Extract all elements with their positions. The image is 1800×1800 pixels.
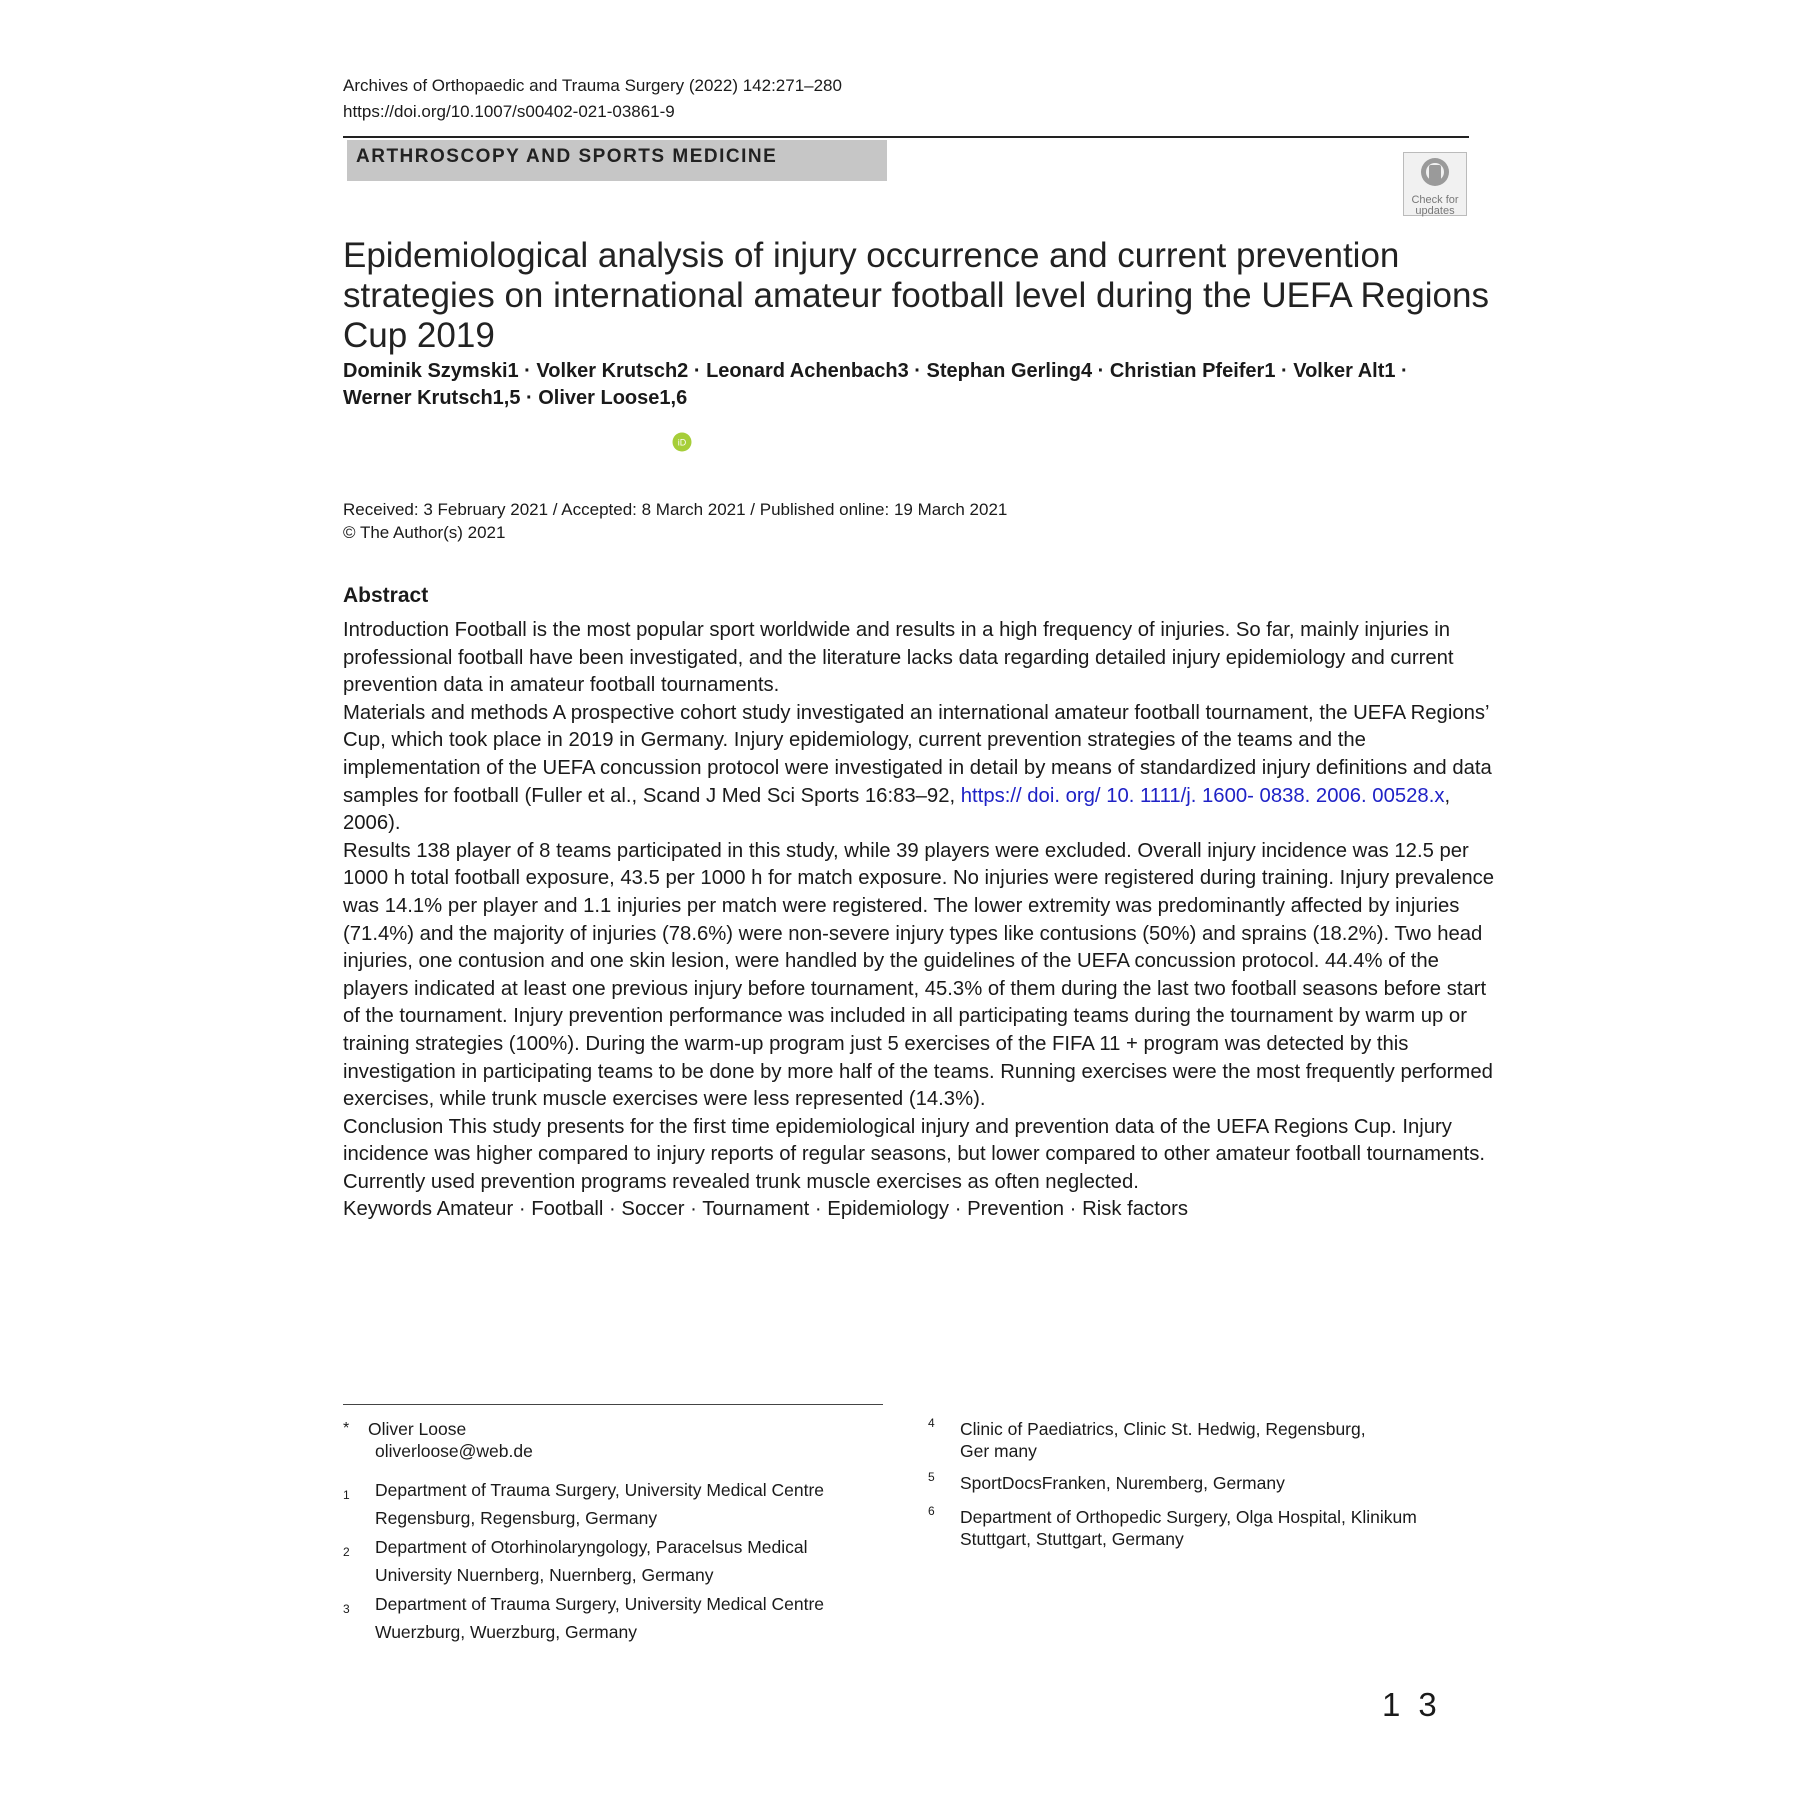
check-updates-icon: [1417, 156, 1453, 190]
affiliation-line: Department of Orthopedic Surgery, Olga Hospital, Klinikum: [960, 1507, 1417, 1527]
author-list: [343, 358, 1503, 412]
abstract-heading: Abstract: [343, 584, 429, 607]
methods-text: Materials and methods A prospective cohort study investigated an international amateur football tournament, the UEFA Regions’ Cup, which took place in 2019 in Germany. Injury epidemiology, current prevention strategies of the teams and the implementation of the UEFA concussion protocol were investigated in detail by means of standardized injury definitions and data samples for football (Fuller et al., Scand J Med Sci Sports 16:83–92,: [343, 701, 1492, 807]
page-number: 13: [1382, 1686, 1455, 1723]
svg-text:iD: iD: [677, 437, 687, 448]
affiliation-line: Stuttgart, Stuttgart, Germany: [960, 1529, 1184, 1549]
affiliation-line: Department of Otorhinolaryngology, Paracelsus Medical: [375, 1537, 808, 1557]
corresponding-email[interactable]: oliverloose@web.de: [375, 1441, 533, 1461]
affiliation-5: [928, 1472, 1448, 1494]
publication-dates: [343, 498, 1007, 544]
affiliation-line: Ger many: [960, 1441, 1037, 1461]
received-accepted-published: Received: 3 February 2021 / Accepted: 8 March 2021 / Published online: 19 March 2021: [343, 500, 1008, 519]
affiliation-line: Wuerzburg, Wuerzburg, Germany: [375, 1622, 637, 1642]
check-updates-line2: updates: [1415, 205, 1455, 217]
affiliation-line: Clinic of Paediatrics, Clinic St. Hedwig, Regensburg,: [960, 1419, 1366, 1439]
methods-text-end: , 2006).: [343, 784, 1451, 835]
section-label: ARTHROSCOPY AND SPORTS MEDICINE: [347, 140, 887, 181]
affiliation-line: University Nuernberg, Nuernberg, Germany: [375, 1565, 714, 1585]
affiliation-number: 3: [343, 1602, 350, 1616]
footnote-rule: [343, 1404, 883, 1405]
check-for-updates-button[interactable]: [1403, 152, 1467, 216]
orcid-icon[interactable]: [672, 432, 692, 452]
affiliation-number: 4: [928, 1416, 935, 1430]
affiliation-1: [343, 1476, 843, 1532]
affiliation-2: [343, 1533, 843, 1589]
corresponding-name: Oliver Loose: [368, 1419, 467, 1439]
corresponding-mark: *: [343, 1420, 350, 1437]
journal-citation: Archives of Orthopaedic and Trauma Surgery (2022) 142:271–280: [343, 76, 842, 95]
copyright: © The Author(s) 2021: [343, 523, 506, 542]
article-title: Epidemiological analysis of injury occurrence and current prevention strategies on international amateur football level during the UEFA Regions Cup 2019: [343, 236, 1489, 355]
abstract-introduction: Introduction Football is the most popular sport worldwide and results in a high frequency of injuries. So far, mainly injuries in professional football have been investigated, and the literature lacks data regarding detailed injury epidemiology and current prevention data in amateur football tournaments.: [343, 619, 1454, 697]
authors-line1: Dominik Szymski1 · Volker Krutsch2 · Leonard Achenbach3 · Stephan Gerling4 · Christian Pfeifer1 · Volker Alt1 ·: [343, 360, 1408, 382]
affiliation-number: 6: [928, 1504, 935, 1518]
affiliation-line: SportDocsFranken, Nuremberg, Germany: [960, 1473, 1285, 1493]
affiliation-4: [928, 1418, 1448, 1462]
fuller-doi-link[interactable]: https:// doi. org/ 10. 1111/j. 1600- 0838. 2006. 00528.x: [960, 784, 1445, 807]
affiliation-number: 2: [343, 1545, 350, 1559]
affiliation-line: Regensburg, Regensburg, Germany: [375, 1508, 658, 1528]
authors-line2: Werner Krutsch1,5 · Oliver Loose1,6: [343, 387, 688, 409]
doi-link[interactable]: https://doi.org/10.1007/s00402-021-03861-9: [343, 102, 675, 121]
affiliation-6: [928, 1506, 1448, 1550]
affiliation-line: Department of Trauma Surgery, University Medical Centre: [375, 1594, 825, 1614]
affiliation-number: 5: [928, 1470, 935, 1484]
header-rule: [343, 136, 1469, 138]
abstract-methods: [343, 700, 1503, 838]
affiliation-line: Department of Trauma Surgery, University Medical Centre: [375, 1480, 825, 1500]
corresponding-author: [343, 1418, 533, 1462]
journal-header: [343, 73, 842, 125]
abstract-conclusion: Conclusion This study presents for the first time epidemiological injury and prevention data of the UEFA Regions Cup. Injury incidence was higher compared to injury reports of regular seasons, but lower compared to other amateur football tournaments. Currently used prevention programs revealed trunk muscle exercises as often neglected.: [343, 1115, 1485, 1193]
abstract-body: [343, 617, 1503, 1224]
affiliation-3: [343, 1590, 843, 1646]
abstract-keywords: Keywords Amateur · Football · Soccer · Tournament · Epidemiology · Prevention · Risk factors: [343, 1198, 1189, 1221]
check-updates-line1: Check for: [1411, 194, 1459, 206]
abstract-results: Results 138 player of 8 teams participated in this study, while 39 players were excluded. Overall injury incidence was 12.5 per 1000 h total football exposure, 43.5 per 1000 h for match exposure. No injuries were registered during training. Injury prevalence was 14.1% per player and 1.1 injuries per match were registered. The lower extremity was predominantly affected by injuries (71.4%) and the majority of injuries (78.6%) were non-severe injury types like contusions (50%) and sprains (18.2%). Two head injuries, one contusion and one skin lesion, were handled by the guidelines of the UEFA concussion protocol. 44.4% of the players indicated at least one previous injury before tournament, 45.3% of them during the last two football seasons before start of the tournament. Injury prevention performance was included in all participating teams during the tournament by warm up or training strategies (100%). During the warm-up program just 5 exercises of the FIFA 11 + program was detected by this investigation in participating teams to be done by more half of the teams. Running exercises were the most frequently performed exercises, while trunk muscle exercises were less represented (14.3%).: [343, 839, 1495, 1111]
affiliation-number: 1: [343, 1488, 350, 1502]
